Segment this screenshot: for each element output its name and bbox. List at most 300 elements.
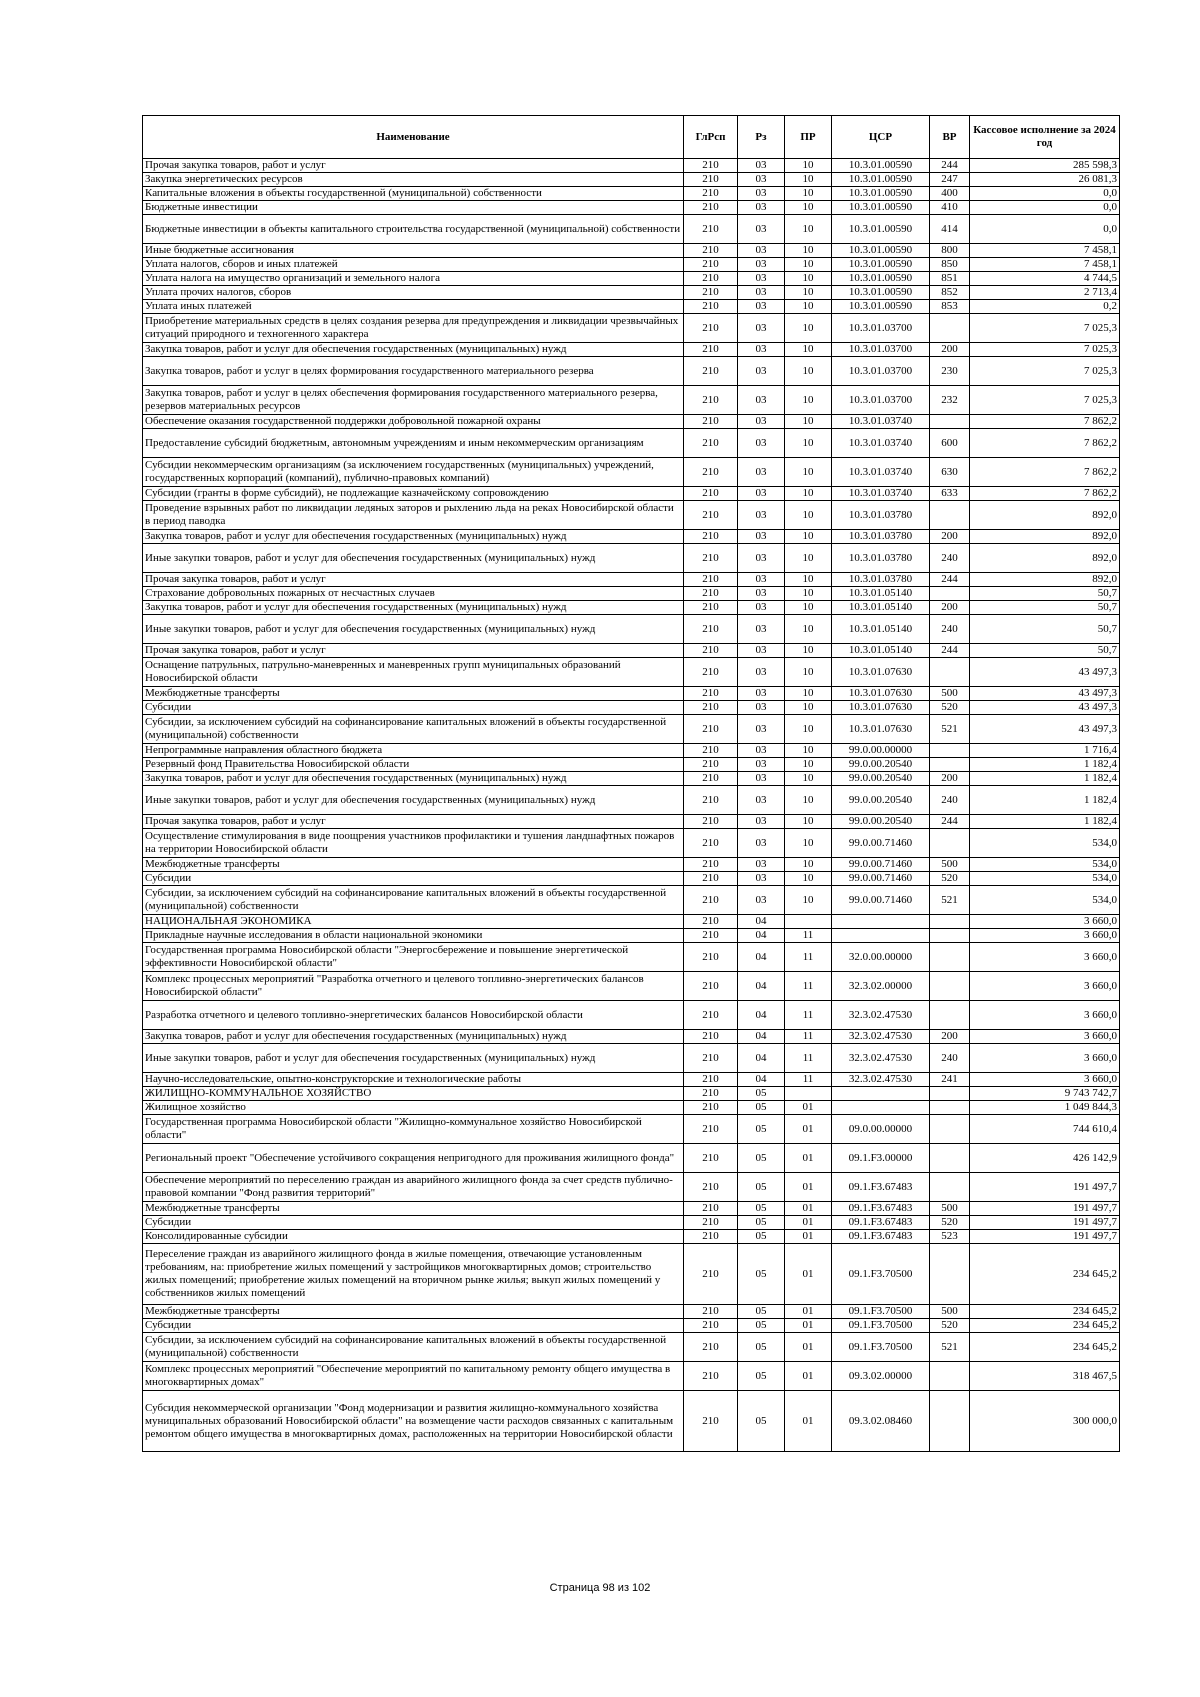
cell-csr: 32.3.02.00000	[832, 972, 930, 1001]
cell-name: Иные закупки товаров, работ и услуг для обеспечения государственных (муниципальных) нужд	[143, 786, 684, 815]
cell-rz: 05	[738, 1319, 785, 1333]
cell-rz: 03	[738, 644, 785, 658]
cell-csr: 10.3.01.03780	[832, 501, 930, 530]
cell-csr: 99.0.00.20540	[832, 786, 930, 815]
cell-rz: 04	[738, 1044, 785, 1073]
cell-csr: 10.3.01.00590	[832, 215, 930, 244]
cell-vr: 850	[930, 258, 970, 272]
cell-amount: 1 049 844,3	[970, 1101, 1120, 1115]
cell-glrsp: 210	[684, 872, 738, 886]
cell-glrsp: 210	[684, 1144, 738, 1173]
table-row	[143, 258, 1120, 272]
cell-amount: 285 598,3	[970, 159, 1120, 173]
cell-vr: 200	[930, 530, 970, 544]
table-row	[143, 173, 1120, 187]
cell-csr: 32.3.02.47530	[832, 1030, 930, 1044]
cell-glrsp: 210	[684, 1073, 738, 1087]
cell-glrsp: 210	[684, 786, 738, 815]
cell-vr: 523	[930, 1230, 970, 1244]
cell-glrsp: 210	[684, 1333, 738, 1362]
cell-vr	[930, 829, 970, 858]
table-row	[143, 658, 1120, 687]
cell-pr: 10	[785, 786, 832, 815]
cell-glrsp: 210	[684, 286, 738, 300]
table-row	[143, 1202, 1120, 1216]
cell-name: Закупка товаров, работ и услуг в целях формирования государственного материального резерва	[143, 357, 684, 386]
cell-pr: 11	[785, 929, 832, 943]
cell-pr: 01	[785, 1230, 832, 1244]
table-row	[143, 343, 1120, 357]
header-pr: ПР	[785, 116, 832, 159]
cell-rz: 05	[738, 1173, 785, 1202]
cell-pr: 11	[785, 1044, 832, 1073]
cell-csr: 09.1.F3.70500	[832, 1244, 930, 1305]
cell-rz: 03	[738, 244, 785, 258]
cell-name: Переселение граждан из аварийного жилищного фонда в жилые помещения, отвечающие установленным требованиям, на: приобретение жилых помещений у застройщиков многоквартирных домов; строительство жилых помещений; приобретение жилых помещений на вторичном рынке жилья; выкуп жилых помещений у собственников жилых помещений	[143, 1244, 684, 1305]
cell-name: Государственная программа Новосибирской области "Энергосбережение и повышение энергетической эффективности Новосибирской области"	[143, 943, 684, 972]
cell-pr: 10	[785, 644, 832, 658]
cell-rz: 03	[738, 687, 785, 701]
cell-amount: 7 862,2	[970, 458, 1120, 487]
cell-vr: 800	[930, 244, 970, 258]
cell-vr	[930, 1244, 970, 1305]
cell-glrsp: 210	[684, 886, 738, 915]
cell-vr: 200	[930, 601, 970, 615]
cell-amount: 50,7	[970, 644, 1120, 658]
cell-name: Иные закупки товаров, работ и услуг для обеспечения государственных (муниципальных) нужд	[143, 544, 684, 573]
cell-glrsp: 210	[684, 701, 738, 715]
cell-pr: 10	[785, 386, 832, 415]
cell-csr	[832, 1087, 930, 1101]
cell-name: Иные закупки товаров, работ и услуг для обеспечения государственных (муниципальных) нужд	[143, 615, 684, 644]
cell-rz: 03	[738, 215, 785, 244]
cell-csr: 32.0.00.00000	[832, 943, 930, 972]
cell-pr: 10	[785, 272, 832, 286]
cell-csr: 32.3.02.47530	[832, 1001, 930, 1030]
cell-amount: 0,2	[970, 300, 1120, 314]
table-row	[143, 1115, 1120, 1144]
cell-glrsp: 210	[684, 530, 738, 544]
table-row	[143, 215, 1120, 244]
cell-amount: 43 497,3	[970, 715, 1120, 744]
cell-csr: 10.3.01.07630	[832, 715, 930, 744]
cell-glrsp: 210	[684, 1305, 738, 1319]
cell-pr: 10	[785, 159, 832, 173]
cell-amount: 191 497,7	[970, 1216, 1120, 1230]
cell-csr: 10.3.01.07630	[832, 701, 930, 715]
cell-csr: 10.3.01.00590	[832, 300, 930, 314]
cell-rz: 03	[738, 872, 785, 886]
cell-csr: 10.3.01.03780	[832, 544, 930, 573]
cell-rz: 03	[738, 429, 785, 458]
cell-vr: 852	[930, 286, 970, 300]
cell-name: Бюджетные инвестиции в объекты капитального строительства государственной (муниципальной) собственности	[143, 215, 684, 244]
cell-rz: 03	[738, 286, 785, 300]
cell-pr: 10	[785, 429, 832, 458]
cell-name: Жилищное хозяйство	[143, 1101, 684, 1115]
cell-glrsp: 210	[684, 1115, 738, 1144]
table-row	[143, 601, 1120, 615]
cell-pr: 01	[785, 1115, 832, 1144]
cell-glrsp: 210	[684, 159, 738, 173]
table-row	[143, 357, 1120, 386]
header-name: Наименование	[143, 116, 684, 159]
cell-csr: 10.3.01.07630	[832, 658, 930, 687]
cell-vr: 520	[930, 1216, 970, 1230]
cell-pr: 10	[785, 258, 832, 272]
cell-pr: 11	[785, 972, 832, 1001]
cell-rz: 05	[738, 1230, 785, 1244]
cell-amount: 7 458,1	[970, 244, 1120, 258]
cell-rz: 04	[738, 929, 785, 943]
cell-vr: 520	[930, 701, 970, 715]
table-row	[143, 1030, 1120, 1044]
cell-vr: 410	[930, 201, 970, 215]
cell-pr: 10	[785, 858, 832, 872]
cell-csr: 10.3.01.00590	[832, 258, 930, 272]
cell-pr: 10	[785, 286, 832, 300]
cell-rz: 05	[738, 1362, 785, 1391]
cell-rz: 03	[738, 173, 785, 187]
cell-csr: 99.0.00.20540	[832, 772, 930, 786]
cell-name: Закупка товаров, работ и услуг для обеспечения государственных (муниципальных) нужд	[143, 601, 684, 615]
cell-pr: 10	[785, 615, 832, 644]
cell-amount: 7 025,3	[970, 314, 1120, 343]
cell-glrsp: 210	[684, 1087, 738, 1101]
cell-amount: 2 713,4	[970, 286, 1120, 300]
cell-pr: 01	[785, 1144, 832, 1173]
cell-glrsp: 210	[684, 943, 738, 972]
cell-pr: 01	[785, 1173, 832, 1202]
cell-csr: 10.3.01.00590	[832, 244, 930, 258]
cell-amount: 318 467,5	[970, 1362, 1120, 1391]
cell-rz: 03	[738, 772, 785, 786]
table-row	[143, 872, 1120, 886]
table-row	[143, 314, 1120, 343]
cell-name: Непрограммные направления областного бюджета	[143, 744, 684, 758]
cell-vr: 520	[930, 872, 970, 886]
cell-pr: 10	[785, 458, 832, 487]
cell-name: Субсидии, за исключением субсидий на софинансирование капитальных вложений в объекты государственной (муниципальной) собственности	[143, 886, 684, 915]
cell-csr: 10.3.01.05140	[832, 615, 930, 644]
cell-rz: 03	[738, 314, 785, 343]
cell-csr	[832, 915, 930, 929]
cell-name: Межбюджетные трансферты	[143, 858, 684, 872]
cell-amount: 7 025,3	[970, 386, 1120, 415]
table-row	[143, 815, 1120, 829]
cell-csr: 10.3.01.00590	[832, 286, 930, 300]
cell-name: Обеспечение оказания государственной поддержки добровольной пожарной охраны	[143, 415, 684, 429]
cell-amount: 26 081,3	[970, 173, 1120, 187]
cell-amount: 7 025,3	[970, 343, 1120, 357]
cell-pr: 10	[785, 501, 832, 530]
cell-pr: 01	[785, 1244, 832, 1305]
cell-glrsp: 210	[684, 300, 738, 314]
cell-glrsp: 210	[684, 744, 738, 758]
cell-name: Приобретение материальных средств в целях создания резерва для предупреждения и ликвидации чрезвычайных ситуаций природного и техногенного характера	[143, 314, 684, 343]
cell-glrsp: 210	[684, 829, 738, 858]
cell-glrsp: 210	[684, 1216, 738, 1230]
cell-pr: 10	[785, 573, 832, 587]
cell-pr: 10	[785, 244, 832, 258]
cell-glrsp: 210	[684, 758, 738, 772]
cell-name: Прочая закупка товаров, работ и услуг	[143, 815, 684, 829]
cell-csr: 09.1.F3.00000	[832, 1144, 930, 1173]
cell-pr: 10	[785, 201, 832, 215]
cell-pr: 10	[785, 187, 832, 201]
cell-name: Субсидии	[143, 701, 684, 715]
cell-amount: 43 497,3	[970, 658, 1120, 687]
cell-vr: 500	[930, 1202, 970, 1216]
cell-csr: 32.3.02.47530	[832, 1073, 930, 1087]
cell-pr: 10	[785, 173, 832, 187]
cell-pr: 10	[785, 601, 832, 615]
cell-name: Проведение взрывных работ по ликвидации ледяных заторов и рыхлению льда на реках Новосибирской области в период паводка	[143, 501, 684, 530]
cell-csr: 99.0.00.20540	[832, 758, 930, 772]
cell-rz: 05	[738, 1333, 785, 1362]
cell-glrsp: 210	[684, 615, 738, 644]
cell-vr: 244	[930, 644, 970, 658]
cell-vr: 500	[930, 687, 970, 701]
cell-pr: 10	[785, 587, 832, 601]
cell-name: Субсидии (гранты в форме субсидий), не подлежащие казначейскому сопровождению	[143, 487, 684, 501]
cell-amount: 534,0	[970, 829, 1120, 858]
cell-amount: 191 497,7	[970, 1202, 1120, 1216]
cell-name: Комплекс процессных мероприятий "Обеспечение мероприятий по капитальному ремонту общего имущества в многоквартирных домах"	[143, 1362, 684, 1391]
table-row	[143, 858, 1120, 872]
cell-csr: 99.0.00.71460	[832, 858, 930, 872]
cell-name: ЖИЛИЩНО-КОММУНАЛЬНОЕ ХОЗЯЙСТВО	[143, 1087, 684, 1101]
cell-glrsp: 210	[684, 544, 738, 573]
cell-csr: 10.3.01.03700	[832, 314, 930, 343]
cell-amount: 234 645,2	[970, 1244, 1120, 1305]
cell-vr	[930, 1087, 970, 1101]
cell-glrsp: 210	[684, 658, 738, 687]
cell-glrsp: 210	[684, 173, 738, 187]
cell-rz: 04	[738, 915, 785, 929]
cell-vr: 240	[930, 786, 970, 815]
cell-name: Прочая закупка товаров, работ и услуг	[143, 159, 684, 173]
cell-vr	[930, 1001, 970, 1030]
cell-pr: 01	[785, 1216, 832, 1230]
cell-amount: 4 744,5	[970, 272, 1120, 286]
cell-vr: 400	[930, 187, 970, 201]
cell-glrsp: 210	[684, 429, 738, 458]
cell-glrsp: 210	[684, 1101, 738, 1115]
cell-glrsp: 210	[684, 1044, 738, 1073]
cell-rz: 03	[738, 530, 785, 544]
cell-glrsp: 210	[684, 1030, 738, 1044]
cell-csr: 10.3.01.00590	[832, 201, 930, 215]
table-row	[143, 744, 1120, 758]
cell-rz: 03	[738, 544, 785, 573]
cell-glrsp: 210	[684, 772, 738, 786]
table-row	[143, 687, 1120, 701]
table-row	[143, 244, 1120, 258]
cell-vr: 414	[930, 215, 970, 244]
cell-rz: 05	[738, 1391, 785, 1452]
cell-rz: 05	[738, 1115, 785, 1144]
cell-csr: 99.0.00.71460	[832, 886, 930, 915]
cell-glrsp: 210	[684, 858, 738, 872]
cell-rz: 03	[738, 758, 785, 772]
cell-amount: 50,7	[970, 615, 1120, 644]
cell-csr: 10.3.01.00590	[832, 272, 930, 286]
cell-csr	[832, 929, 930, 943]
cell-rz: 03	[738, 159, 785, 173]
cell-vr: 230	[930, 357, 970, 386]
cell-amount: 534,0	[970, 858, 1120, 872]
cell-rz: 03	[738, 601, 785, 615]
cell-vr	[930, 744, 970, 758]
cell-name: Субсидии, за исключением субсидий на софинансирование капитальных вложений в объекты государственной (муниципальной) собственности	[143, 1333, 684, 1362]
cell-amount: 3 660,0	[970, 915, 1120, 929]
cell-name: Субсидии, за исключением субсидий на софинансирование капитальных вложений в объекты государственной (муниципальной) собственности	[143, 715, 684, 744]
cell-amount: 234 645,2	[970, 1333, 1120, 1362]
header-vr: ВР	[930, 116, 970, 159]
cell-csr: 10.3.01.05140	[832, 644, 930, 658]
budget-table-container	[142, 115, 1119, 1452]
cell-amount: 3 660,0	[970, 1030, 1120, 1044]
table-row	[143, 1144, 1120, 1173]
cell-rz: 03	[738, 343, 785, 357]
cell-pr: 10	[785, 772, 832, 786]
table-row	[143, 501, 1120, 530]
table-row	[143, 573, 1120, 587]
cell-csr: 09.3.02.08460	[832, 1391, 930, 1452]
table-body	[143, 159, 1120, 1452]
cell-csr: 32.3.02.47530	[832, 1044, 930, 1073]
cell-glrsp: 210	[684, 201, 738, 215]
table-row	[143, 1173, 1120, 1202]
table-row	[143, 1362, 1120, 1391]
cell-vr: 232	[930, 386, 970, 415]
cell-amount: 191 497,7	[970, 1230, 1120, 1244]
cell-name: Субсидии	[143, 872, 684, 886]
table-row	[143, 1305, 1120, 1319]
cell-rz: 03	[738, 858, 785, 872]
cell-name: Закупка товаров, работ и услуг для обеспечения государственных (муниципальных) нужд	[143, 530, 684, 544]
cell-vr	[930, 1173, 970, 1202]
cell-amount: 3 660,0	[970, 972, 1120, 1001]
cell-pr	[785, 1087, 832, 1101]
table-row	[143, 829, 1120, 858]
cell-glrsp: 210	[684, 244, 738, 258]
cell-name: Региональный проект "Обеспечение устойчивого сокращения непригодного для проживания жилищного фонда"	[143, 1144, 684, 1173]
cell-rz: 03	[738, 258, 785, 272]
cell-vr	[930, 1144, 970, 1173]
cell-glrsp: 210	[684, 1244, 738, 1305]
cell-amount: 892,0	[970, 544, 1120, 573]
cell-rz: 03	[738, 715, 785, 744]
cell-pr: 10	[785, 758, 832, 772]
cell-glrsp: 210	[684, 1202, 738, 1216]
cell-pr: 11	[785, 943, 832, 972]
cell-csr: 99.0.00.71460	[832, 872, 930, 886]
cell-csr: 09.1.F3.67483	[832, 1216, 930, 1230]
cell-glrsp: 210	[684, 715, 738, 744]
cell-csr: 10.3.01.03740	[832, 487, 930, 501]
table-row	[143, 1216, 1120, 1230]
cell-amount: 892,0	[970, 501, 1120, 530]
cell-amount: 534,0	[970, 886, 1120, 915]
cell-name: Прикладные научные исследования в области национальной экономики	[143, 929, 684, 943]
cell-vr	[930, 587, 970, 601]
cell-rz: 03	[738, 357, 785, 386]
cell-amount: 892,0	[970, 573, 1120, 587]
cell-vr: 244	[930, 815, 970, 829]
cell-vr	[930, 415, 970, 429]
cell-vr	[930, 915, 970, 929]
cell-vr: 520	[930, 1319, 970, 1333]
table-row	[143, 615, 1120, 644]
cell-glrsp: 210	[684, 687, 738, 701]
cell-csr: 99.0.00.00000	[832, 744, 930, 758]
cell-vr	[930, 972, 970, 1001]
table-row	[143, 1044, 1120, 1073]
cell-vr: 521	[930, 886, 970, 915]
cell-name: Оснащение патрульных, патрульно-маневренных и маневренных групп муниципальных образований Новосибирской области	[143, 658, 684, 687]
cell-pr: 01	[785, 1391, 832, 1452]
cell-rz: 03	[738, 573, 785, 587]
cell-name: Государственная программа Новосибирской области "Жилищно-коммунальное хозяйство Новосибирской области"	[143, 1115, 684, 1144]
cell-csr: 10.3.01.03740	[832, 415, 930, 429]
cell-name: Субсидия некоммерческой организации "Фонд модернизации и развития жилищно-коммунального хозяйства муниципальных образований Новосибирской области" на возмещение части расходов связанных с капитальным ремонтом общего имущества в многоквартирных домах, расположенных на территории Новосибирской области	[143, 1391, 684, 1452]
cell-csr: 10.3.01.05140	[832, 587, 930, 601]
cell-amount: 1 182,4	[970, 772, 1120, 786]
cell-csr: 99.0.00.20540	[832, 815, 930, 829]
cell-name: Иные закупки товаров, работ и услуг для обеспечения государственных (муниципальных) нужд	[143, 1044, 684, 1073]
table-row	[143, 1391, 1120, 1452]
cell-rz: 03	[738, 815, 785, 829]
cell-glrsp: 210	[684, 573, 738, 587]
cell-amount: 0,0	[970, 201, 1120, 215]
cell-vr: 521	[930, 715, 970, 744]
cell-amount: 1 182,4	[970, 786, 1120, 815]
cell-pr: 01	[785, 1202, 832, 1216]
cell-glrsp: 210	[684, 386, 738, 415]
cell-rz: 03	[738, 886, 785, 915]
cell-amount: 744 610,4	[970, 1115, 1120, 1144]
table-row	[143, 429, 1120, 458]
cell-pr: 10	[785, 215, 832, 244]
cell-glrsp: 210	[684, 1173, 738, 1202]
cell-glrsp: 210	[684, 1230, 738, 1244]
cell-glrsp: 210	[684, 187, 738, 201]
cell-glrsp: 210	[684, 1391, 738, 1452]
cell-glrsp: 210	[684, 415, 738, 429]
cell-csr: 10.3.01.03740	[832, 458, 930, 487]
cell-csr: 10.3.01.03700	[832, 386, 930, 415]
cell-csr: 09.1.F3.70500	[832, 1305, 930, 1319]
cell-vr: 240	[930, 544, 970, 573]
cell-csr: 09.0.00.00000	[832, 1115, 930, 1144]
cell-rz: 03	[738, 829, 785, 858]
cell-rz: 03	[738, 658, 785, 687]
cell-glrsp: 210	[684, 587, 738, 601]
table-row	[143, 915, 1120, 929]
page-number: Страница 98 из 102	[549, 1582, 651, 1594]
table-row	[143, 1244, 1120, 1305]
table-row	[143, 415, 1120, 429]
cell-name: Прочая закупка товаров, работ и услуг	[143, 644, 684, 658]
cell-name: Уплата налогов, сборов и иных платежей	[143, 258, 684, 272]
cell-vr	[930, 929, 970, 943]
cell-amount: 1 716,4	[970, 744, 1120, 758]
cell-vr	[930, 658, 970, 687]
cell-csr: 10.3.01.00590	[832, 173, 930, 187]
cell-name: Уплата иных платежей	[143, 300, 684, 314]
